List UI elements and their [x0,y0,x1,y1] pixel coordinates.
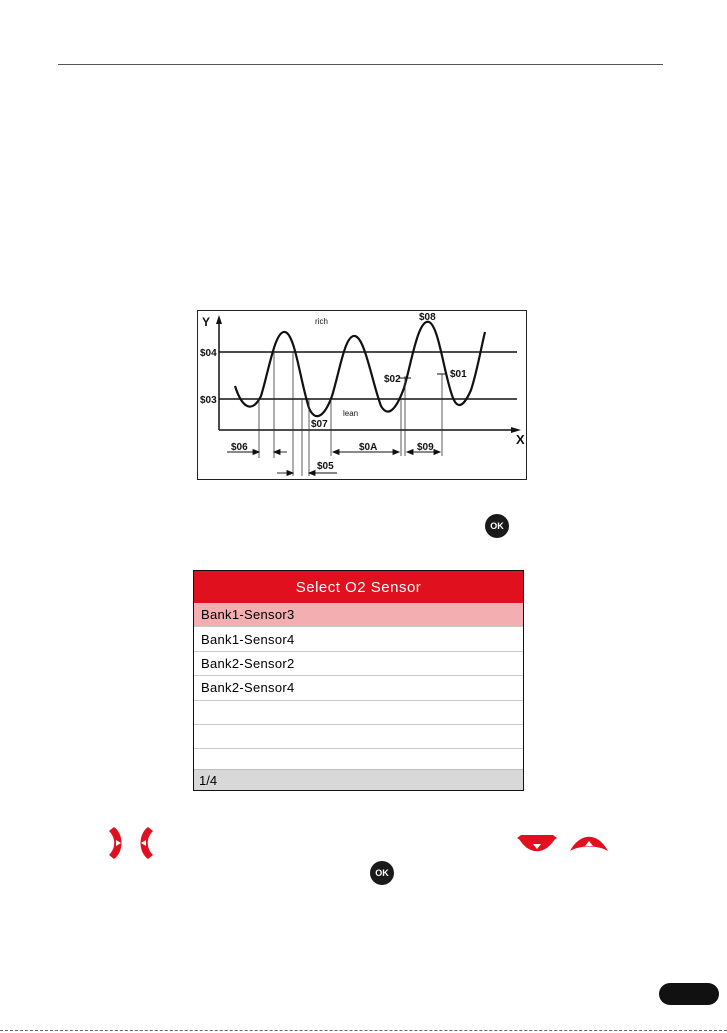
label-03: $03 [200,395,217,406]
empty-list-item [194,701,523,725]
right-arrow-button-icon [108,826,128,865]
screen-title: Select O2 Sensor [194,571,523,603]
label-0a: $0A [359,442,378,453]
label-08: $08 [419,312,436,323]
label-04: $04 [200,348,217,359]
page-indicator: 1/4 [194,769,523,790]
sensor-list-item[interactable]: Bank2-Sensor4 [194,676,523,700]
label-01: $01 [450,369,467,380]
label-06: $06 [231,442,248,453]
empty-list-item [194,725,523,749]
up-arrow-button-icon [568,834,610,859]
sensor-list-item[interactable]: Bank1-Sensor3 [194,603,523,627]
label-07: $07 [311,419,328,430]
x-axis-label: X [516,432,525,447]
sensor-list-item[interactable]: Bank2-Sensor2 [194,652,523,676]
header-rule [58,64,663,65]
footer-rule [0,1030,727,1031]
ok-button-icon: OK [370,861,394,885]
y-axis-label: Y [202,315,211,329]
left-arrow-button-icon [134,826,154,865]
label-05: $05 [317,461,334,472]
lean-label: lean [343,409,359,418]
page-number-tab [659,983,719,1005]
ok-button-icon: OK [485,514,509,538]
select-o2-sensor-screen [193,570,524,791]
sensor-list-item[interactable]: Bank1-Sensor4 [194,627,523,651]
down-arrow-button-icon [516,834,558,859]
rich-label: rich [315,317,328,326]
o2-sensor-waveform-diagram [197,310,527,480]
label-09: $09 [417,442,434,453]
label-02: $02 [384,374,401,385]
